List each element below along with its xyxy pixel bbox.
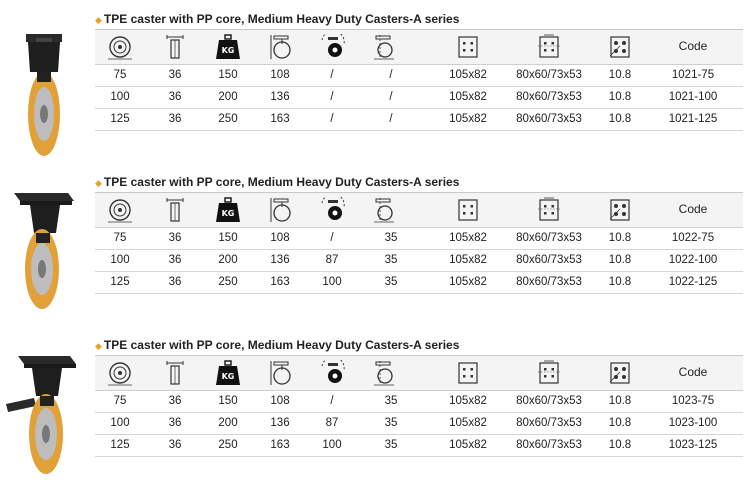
load-capacity-icon bbox=[214, 360, 242, 386]
code-cell: 1023-125 bbox=[668, 439, 718, 451]
table-row bbox=[95, 228, 743, 250]
swivel-radius-cell: 100 bbox=[322, 276, 342, 288]
icon-header-row bbox=[95, 356, 743, 391]
load-cell: 250 bbox=[218, 113, 238, 125]
swivel-radius-cell: / bbox=[330, 69, 334, 81]
width-cell: 36 bbox=[168, 395, 182, 407]
brake-caster-image bbox=[4, 352, 80, 482]
wheel-width-icon bbox=[161, 360, 189, 386]
diameter-cell: 100 bbox=[110, 417, 130, 429]
diameter-cell: 125 bbox=[110, 439, 130, 451]
section-title bbox=[95, 338, 459, 352]
swivel-radius-cell: 100 bbox=[322, 439, 342, 451]
plate-size-cell: 105x82 bbox=[449, 113, 487, 125]
offset-cell: 35 bbox=[384, 276, 398, 288]
offset-cell: / bbox=[389, 69, 393, 81]
icon-header-row bbox=[95, 193, 743, 228]
swivel-radius-cell: / bbox=[330, 395, 334, 407]
diameter-cell: 125 bbox=[110, 276, 130, 288]
height-cell: 163 bbox=[270, 439, 290, 451]
bolt-spacing-cell: 80x60/73x53 bbox=[516, 417, 582, 429]
width-cell: 36 bbox=[168, 232, 182, 244]
code-cell: 1022-100 bbox=[668, 254, 718, 266]
swivel-radius-cell: / bbox=[330, 91, 334, 103]
diameter-cell: 100 bbox=[110, 91, 130, 103]
swivel-radius-icon bbox=[318, 34, 346, 60]
table-row bbox=[95, 272, 743, 294]
table-row bbox=[95, 65, 743, 87]
fixed-caster-image bbox=[4, 32, 80, 162]
bolt-hole-diameter-icon bbox=[606, 34, 634, 60]
plate-size-cell: 105x82 bbox=[449, 417, 487, 429]
load-capacity-icon bbox=[214, 34, 242, 60]
width-cell: 36 bbox=[168, 69, 182, 81]
caster-section-swivel-brake bbox=[0, 326, 748, 476]
offset-icon bbox=[370, 360, 398, 386]
bolt-diameter-cell: 10.8 bbox=[608, 276, 632, 288]
plate-size-cell: 105x82 bbox=[449, 254, 487, 266]
load-cell: 200 bbox=[218, 417, 238, 429]
bolt-hole-diameter-icon bbox=[606, 360, 634, 386]
height-cell: 108 bbox=[270, 395, 290, 407]
swivel-radius-icon bbox=[318, 360, 346, 386]
offset-cell: 35 bbox=[384, 254, 398, 266]
load-cell: 150 bbox=[218, 395, 238, 407]
code-cell: 1023-100 bbox=[668, 417, 718, 429]
section-title bbox=[95, 175, 459, 189]
diameter-cell: 100 bbox=[110, 254, 130, 266]
wheel-diameter-icon bbox=[106, 34, 134, 60]
wheel-width-icon bbox=[161, 197, 189, 223]
height-cell: 136 bbox=[270, 417, 290, 429]
diameter-cell: 75 bbox=[113, 69, 127, 81]
offset-cell: 35 bbox=[384, 417, 398, 429]
bolt-diameter-cell: 10.8 bbox=[608, 395, 632, 407]
title-bullet-icon: ◆ bbox=[95, 178, 102, 188]
swivel-radius-cell: 87 bbox=[325, 254, 339, 266]
bolt-spacing-cell: 80x60/73x53 bbox=[516, 91, 582, 103]
code-cell: 1021-75 bbox=[671, 69, 715, 81]
load-cell: 150 bbox=[218, 69, 238, 81]
code-cell: 1022-75 bbox=[671, 232, 715, 244]
plate-size-cell: 105x82 bbox=[449, 439, 487, 451]
title-bullet-icon: ◆ bbox=[95, 341, 102, 351]
swivel-radius-cell: / bbox=[330, 113, 334, 125]
width-cell: 36 bbox=[168, 417, 182, 429]
diameter-cell: 125 bbox=[110, 113, 130, 125]
wheel-width-icon bbox=[161, 34, 189, 60]
section-title-text: TPE caster with PP core, Medium Heavy Duty Casters-A series bbox=[103, 175, 460, 189]
code-column-header: Code bbox=[678, 202, 708, 216]
height-cell: 136 bbox=[270, 91, 290, 103]
diameter-cell: 75 bbox=[113, 232, 127, 244]
overall-height-icon bbox=[266, 360, 294, 386]
section-title-text: TPE caster with PP core, Medium Heavy Duty Casters-A series bbox=[103, 12, 460, 26]
table-row bbox=[95, 413, 743, 435]
width-cell: 36 bbox=[168, 113, 182, 125]
load-cell: 250 bbox=[218, 439, 238, 451]
caster-section-swivel bbox=[0, 163, 748, 313]
table-row bbox=[95, 109, 743, 131]
table-row bbox=[95, 250, 743, 272]
bolt-spacing-cell: 80x60/73x53 bbox=[516, 395, 582, 407]
overall-height-icon bbox=[266, 197, 294, 223]
swivel-radius-cell: 87 bbox=[325, 417, 339, 429]
bolt-spacing-cell: 80x60/73x53 bbox=[516, 276, 582, 288]
bolt-hole-diameter-icon bbox=[606, 197, 634, 223]
caster-section-fixed bbox=[0, 0, 748, 150]
swivel-caster-image bbox=[4, 189, 80, 319]
load-capacity-icon bbox=[214, 197, 242, 223]
offset-cell: / bbox=[389, 91, 393, 103]
section-title bbox=[95, 12, 459, 26]
code-cell: 1023-75 bbox=[671, 395, 715, 407]
load-cell: 200 bbox=[218, 254, 238, 266]
bolt-spacing-cell: 80x60/73x53 bbox=[516, 113, 582, 125]
bolt-diameter-cell: 10.8 bbox=[608, 91, 632, 103]
offset-icon bbox=[370, 197, 398, 223]
bolt-hole-spacing-icon bbox=[535, 34, 563, 60]
width-cell: 36 bbox=[168, 276, 182, 288]
plate-size-cell: 105x82 bbox=[449, 91, 487, 103]
icon-header-row bbox=[95, 30, 743, 65]
height-cell: 163 bbox=[270, 276, 290, 288]
width-cell: 36 bbox=[168, 439, 182, 451]
bolt-diameter-cell: 10.8 bbox=[608, 417, 632, 429]
offset-cell: 35 bbox=[384, 439, 398, 451]
bolt-diameter-cell: 10.8 bbox=[608, 439, 632, 451]
plate-size-cell: 105x82 bbox=[449, 395, 487, 407]
bolt-spacing-cell: 80x60/73x53 bbox=[516, 439, 582, 451]
swivel-radius-cell: / bbox=[330, 232, 334, 244]
width-cell: 36 bbox=[168, 254, 182, 266]
bolt-hole-spacing-icon bbox=[535, 197, 563, 223]
bolt-diameter-cell: 10.8 bbox=[608, 232, 632, 244]
code-column-header: Code bbox=[678, 365, 708, 379]
section-title-text: TPE caster with PP core, Medium Heavy Duty Casters-A series bbox=[103, 338, 460, 352]
overall-height-icon bbox=[266, 34, 294, 60]
top-plate-size-icon bbox=[454, 34, 482, 60]
height-cell: 108 bbox=[270, 232, 290, 244]
title-bullet-icon: ◆ bbox=[95, 15, 102, 25]
load-cell: 250 bbox=[218, 276, 238, 288]
swivel-radius-icon bbox=[318, 197, 346, 223]
table-row bbox=[95, 391, 743, 413]
table-row bbox=[95, 87, 743, 109]
bolt-spacing-cell: 80x60/73x53 bbox=[516, 254, 582, 266]
plate-size-cell: 105x82 bbox=[449, 276, 487, 288]
wheel-diameter-icon bbox=[106, 360, 134, 386]
height-cell: 108 bbox=[270, 69, 290, 81]
bolt-spacing-cell: 80x60/73x53 bbox=[516, 232, 582, 244]
top-plate-size-icon bbox=[454, 197, 482, 223]
offset-cell: 35 bbox=[384, 395, 398, 407]
bolt-diameter-cell: 10.8 bbox=[608, 113, 632, 125]
height-cell: 136 bbox=[270, 254, 290, 266]
offset-icon bbox=[370, 34, 398, 60]
table-row bbox=[95, 435, 743, 457]
wheel-diameter-icon bbox=[106, 197, 134, 223]
plate-size-cell: 105x82 bbox=[449, 232, 487, 244]
height-cell: 163 bbox=[270, 113, 290, 125]
diameter-cell: 75 bbox=[113, 395, 127, 407]
plate-size-cell: 105x82 bbox=[449, 69, 487, 81]
offset-cell: / bbox=[389, 113, 393, 125]
bolt-hole-spacing-icon bbox=[535, 360, 563, 386]
code-column-header: Code bbox=[678, 39, 708, 53]
code-cell: 1021-100 bbox=[668, 91, 718, 103]
offset-cell: 35 bbox=[384, 232, 398, 244]
width-cell: 36 bbox=[168, 91, 182, 103]
load-cell: 200 bbox=[218, 91, 238, 103]
top-plate-size-icon bbox=[454, 360, 482, 386]
code-cell: 1021-125 bbox=[668, 113, 718, 125]
load-cell: 150 bbox=[218, 232, 238, 244]
bolt-diameter-cell: 10.8 bbox=[608, 254, 632, 266]
code-cell: 1022-125 bbox=[668, 276, 718, 288]
bolt-spacing-cell: 80x60/73x53 bbox=[516, 69, 582, 81]
bolt-diameter-cell: 10.8 bbox=[608, 69, 632, 81]
